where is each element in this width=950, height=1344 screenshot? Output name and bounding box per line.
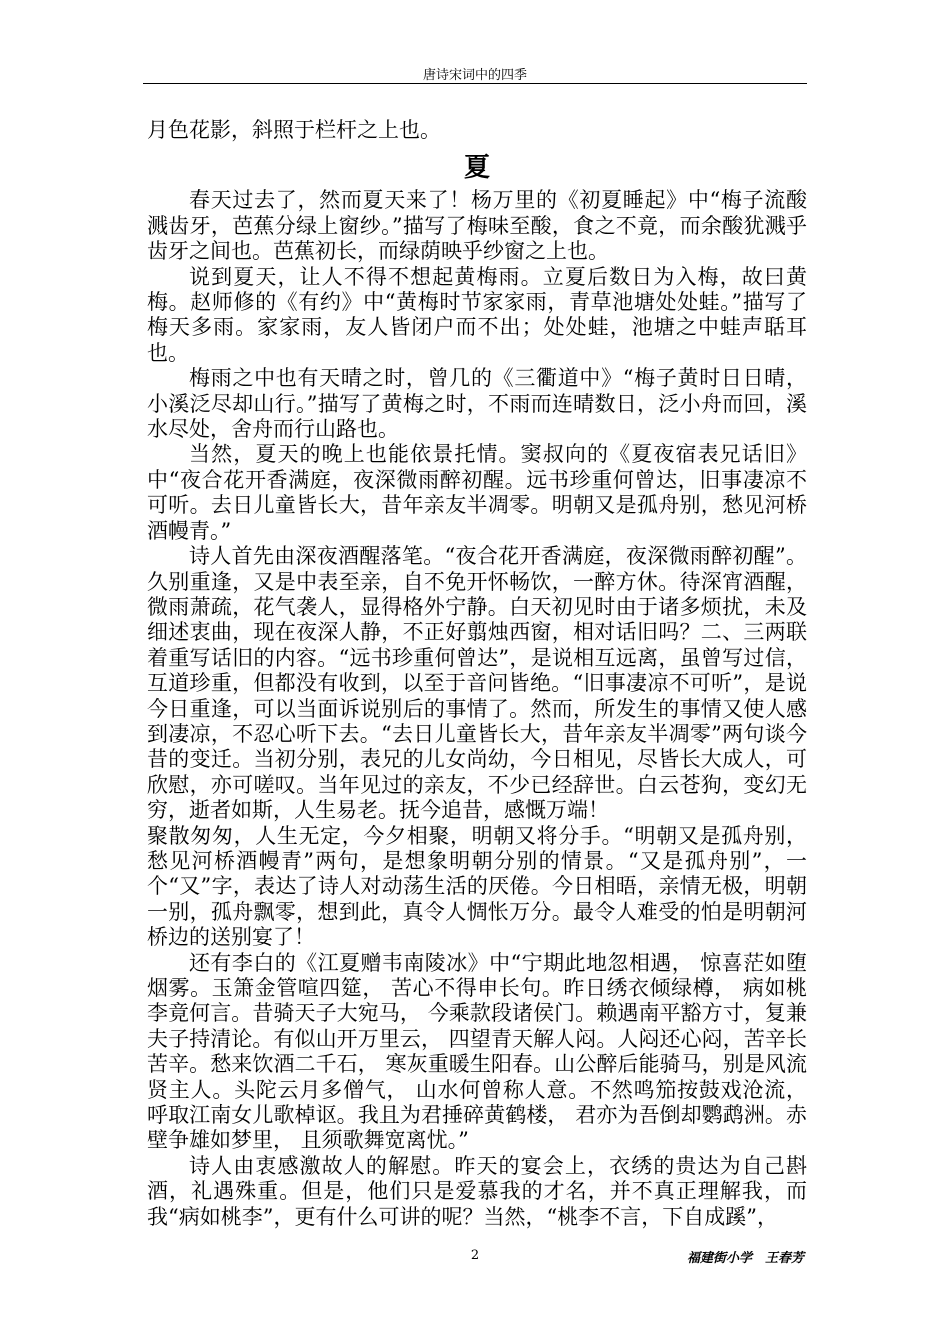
- footer-author: 福建街小学 王春芳: [686, 1251, 804, 1266]
- paragraph: 当然，夏天的晚上也能依景托情。窦叔向的《夏夜宿表兄话旧》中“夜合花开香满庭，夜深微雨醉初醒。远书珍重何曾达，旧事凄凉不可听。去日儿童皆长大，昔年亲友半凋零。明朝又是孤舟别，愁见河桥酒幔青。”: [147, 442, 807, 543]
- paragraph: 聚散匆匆，人生无定，今夕相聚，明朝又将分手。“明朝又是孤舟别，愁见河桥酒幔青”两句，是想象明朝分别的情景。“又是孤舟别”，一个“又”字，表达了诗人对动荡生活的厌倦。今日相晤，亲情无极，明朝一别，孤舟飘零，想到此，真令人惆怅万分。最令人难受的怕是明朝河桥边的送别宴了！: [147, 823, 807, 950]
- paragraph: 诗人由衷感激故人的解慰。昨天的宴会上，衣绣的贵达为自己斟酒，礼遇殊重。但是，他们只是爱慕我的才名，并不真正理解我，而我“病如桃李”，更有什么可讲的呢？当然，“桃李不言，下自成蹊”，: [147, 1153, 807, 1229]
- running-header: 唐诗宋词中的四季: [422, 68, 527, 83]
- document-body: [147, 118, 807, 1230]
- paragraph: 春天过去了，然而夏天来了！杨万里的《初夏睡起》中“梅子流酸溅齿牙，芭蕉分绿上窗纱。”描写了梅味至酸，食之不竟，而余酸犹溅乎齿牙之间也。芭蕉初长，而绿荫映乎纱窗之上也。: [147, 188, 807, 264]
- paragraph: 说到夏天，让人不得不想起黄梅雨。立夏后数日为入梅，故曰黄梅。赵师修的《有约》中“黄梅时节家家雨，青草池塘处处蛙。”描写了梅天多雨。家家雨，友人皆闭户而不出；处处蛙，池塘之中蛙声聒耳也。: [147, 264, 807, 365]
- section-title: 夏: [463, 153, 490, 184]
- paragraph: 诗人首先由深夜酒醒落笔。“夜合花开香满庭，夜深微雨醉初醒”。久别重逢，又是中表至亲，自不免开怀畅饮，一醉方休。待深宵酒醒，微雨萧疏，花气袭人，显得格外宁静。白天初见时由于诸多烦扰，未及细述衷曲，现在夜深人静，不正好翦烛西窗，相对话旧吗？二、三两联着重写话旧的内容。“远书珍重何曾达”，是说相互远离，虽曾写过信，互道珍重，但都没有收到，以至于音问皆绝。“旧事凄凉不可听”，是说今日重逢，可以当面诉说别后的事情了。然而，所发生的事情又使人感到凄凉，不忍心听下去。“去日儿童皆长大，昔年亲友半凋零”两句谈今昔的变迁。当初分别，表兄的儿女尚幼，今日相见，尽皆长大成人，可欣慰，亦可嗟叹。当年见过的亲友，不少已经辞世。白云苍狗，变幻无穷，逝者如斯，人生易老。抚今追昔，感慨万端！: [147, 544, 807, 823]
- page-number: 2: [470, 1248, 480, 1263]
- paragraph: 还有李白的《江夏赠韦南陵冰》中“宁期此地忽相遇， 惊喜茫如堕烟雾。玉箫金管喧四筵， 苦心不得申长句。昨日绣衣倾绿樽， 病如桃李竟何言。昔骑天子大宛马， 今乘款段诸侯门。赖遇南平豁方寸，复兼夫子持清论。有似山开万里云， 四望青天解人闷。人闷还心闷，苦辛长苦辛。愁来饮酒二千石， 寒灰重暖生阳春。山公醉后能骑马，别是风流贤主人。头陀云月多僧气， 山水何曾称人意。不然鸣笳按鼓戏沧流， 呼取江南女儿歌棹讴。我且为君捶碎黄鹤楼， 君亦为吾倒却鹦鹉洲。赤壁争雄如梦里， 且须歌舞宽离忧。”: [147, 950, 807, 1153]
- header-rule: [143, 83, 807, 84]
- opening-line: 月色花影，斜照于栏杆之上也。: [147, 118, 441, 142]
- paragraph: 梅雨之中也有天晴之时，曾几的《三衢道中》“梅子黄时日日晴，小溪泛尽却山行。”描写了黄梅之时，不雨而连晴数日，泛小舟而回，溪水尽处，舍舟而行山路也。: [147, 366, 807, 442]
